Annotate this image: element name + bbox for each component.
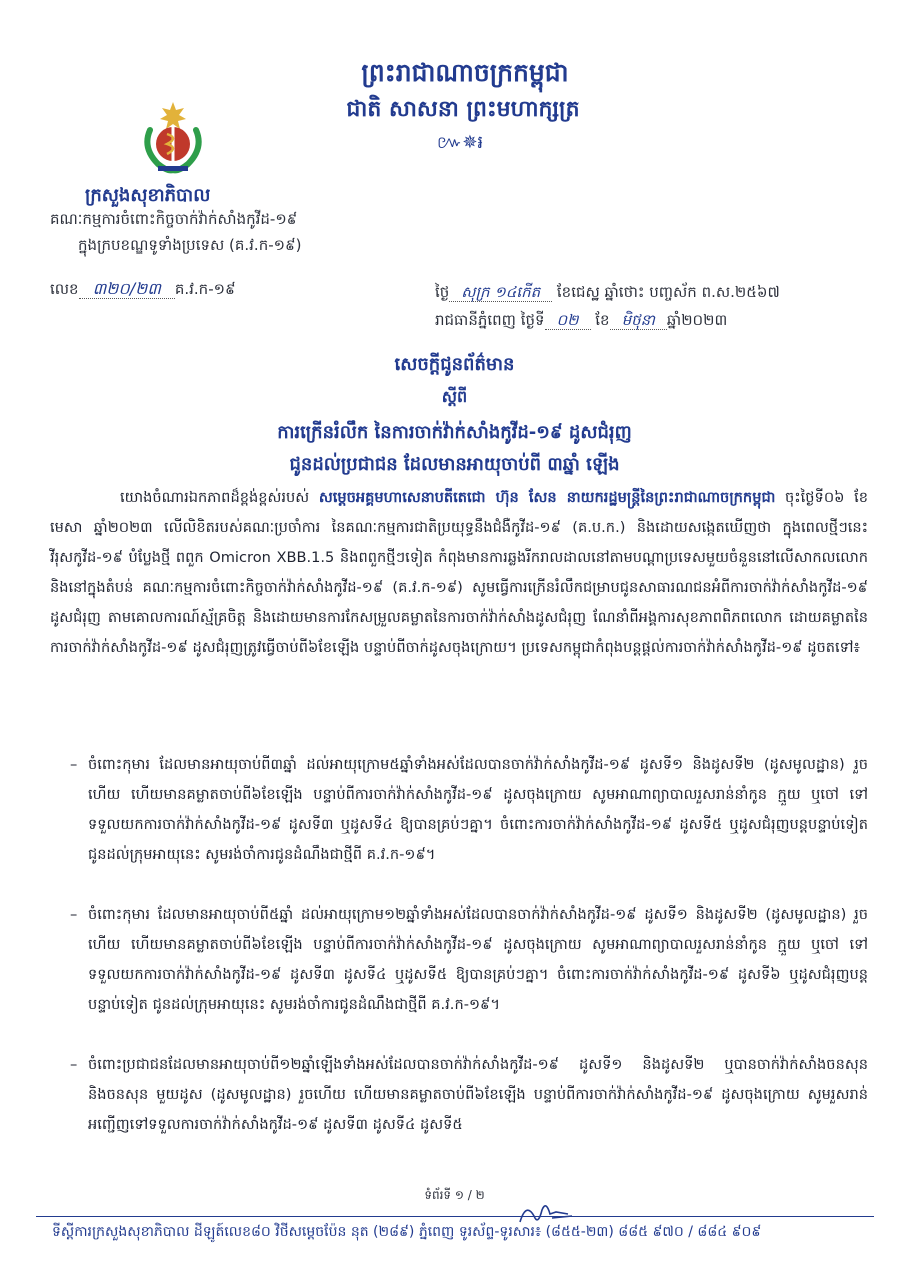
intro-paragraph xyxy=(50,483,868,663)
title-about: ស្តីពី xyxy=(441,387,468,406)
national-motto: ជាតិ សាសនា ព្រះមហាក្សត្រ xyxy=(346,97,580,122)
list-item xyxy=(70,1050,868,1140)
month-prefix: ខែ xyxy=(595,311,610,329)
committee-name-line2: ក្នុងក្របខណ្ឌទូទាំងប្រទេស (គ.វ.ក-១៩) xyxy=(78,236,302,254)
bullet-dash: – xyxy=(70,1056,78,1073)
footer-address: ទីស្តីការក្រសួងសុខាភិបាល ដីឡូត៍លេខ៨០ វិថីសម្តេចប៉ែន នុត (២៨៩) ភ្នំពេញ ទូរស័ព្ទ-ទូរសារ៖ (៨៥៥-២៣) ៨៨៥ ៩៧០ / ៨៨៤ ៩០៩ xyxy=(52,1224,762,1240)
lunar-date-rest: ខែជេស្ឋ ឆ្នាំថោះ បញ្ចស័ក ព.ស.២៥៦៧ xyxy=(556,283,780,301)
issue-month: មិថុនា xyxy=(610,311,667,330)
committee-name-line1: គណៈកម្មការចំពោះកិច្ចចាក់វ៉ាក់សាំងកូវីដ-១៩ xyxy=(50,210,298,228)
ornament-divider: ៚✵៛ xyxy=(436,132,484,153)
title-subject-line1: ការក្រើនរំលឹក នៃការចាក់វ៉ាក់សាំងកូវីដ-១៩ ដូសជំរុញ xyxy=(277,422,632,443)
reference-label: លេខ xyxy=(50,280,79,298)
reference-number xyxy=(50,278,236,302)
title-subject-line2: ជូនដល់ប្រជាជន ដែលមានអាយុចាប់ពី ៣ឆ្នាំ ឡើង xyxy=(289,454,620,475)
lunar-date-prefix: ថ្ងៃ xyxy=(435,283,450,301)
list-item-text: ចំពោះប្រជាជនដែលមានអាយុចាប់ពី១២ឆ្នាំឡើងទាំងអស់ដែលបានចាក់វ៉ាក់សាំងកូវីដ-១៩ ដូសទី១ និងដូសទី២ ឬបានចាក់វ៉ាក់សាំងចនសុន និងចនសុន មួយដូស (ដូសមូលដ្ឋាន) រួចហើយ ហើយមានគម្លាតចាប់ពី៦ខែឡើង បន្ទាប់ពីការចាក់វ៉ាក់សាំងកូវីដ-១៩ ដូសចុងក្រោយ សូមរួសរាន់អញ្ជើញទៅទទួលការចាក់វ៉ាក់សាំងកូវីដ-១៩ ដូសទី៣ ដូសទី៤ ដូសទី៥ xyxy=(88,1056,868,1133)
list-item-text: ចំពោះកុមារ ដែលមានអាយុចាប់ពី៥ឆ្នាំ ដល់អាយុក្រោម១២ឆ្នាំទាំងអស់ដែលបានចាក់វ៉ាក់សាំងកូវីដ-១៩ ដូសទី១ និងដូសទី២ (ដូសមូលដ្ឋាន) រួចហើយ ហើយមានគម្លាតចាប់ពី៦ខែឡើង បន្ទាប់ពីការចាក់វ៉ាក់សាំងកូវីដ-១៩ ដូសចុងក្រោយ សូមអាណាព្យាបាលរួសរាន់នាំកូន ក្មួយ ឬចៅ ទៅទទួលយកការចាក់វ៉ាក់សាំងកូវីដ-១៩ ដូសទី៣ ដូសទី៤ ឬដូសទី៥ ឱ្យបានគ្រប់ៗគ្នា។ ចំពោះការចាក់វ៉ាក់សាំងកូវីដ-១៩ ដូសទី៦ ឬដូសជំរុញបន្តបន្ទាប់ទៀត ជូនដល់ក្រុមអាយុនេះ សូមរង់ចាំការជូនដំណឹងជាថ្មីពី គ.វ.ក-១៩។ xyxy=(88,906,868,1013)
ministry-name: ក្រសួងសុខាភិបាល xyxy=(85,185,211,206)
intro-bold-name: សម្តេចអគ្គមហាសេនាបតីតេជោ ហ៊ុន សែន នាយករដ្ឋមន្ត្រីនៃព្រះរាជាណាចក្រកម្ពុជា xyxy=(318,489,776,506)
intro-lead: យោងចំណារឯកភាពដ៏ខ្ពង់ខ្ពស់របស់ xyxy=(120,489,310,506)
issue-year: ឆ្នាំ២០២៣ xyxy=(666,311,728,329)
document-title: សេចក្តីជូនព័ត៌មាន xyxy=(394,354,515,375)
list-item-text: ចំពោះកុមារ ដែលមានអាយុចាប់ពី៣ឆ្នាំ ដល់អាយុក្រោម៥ឆ្នាំទាំងអស់ដែលបានចាក់វ៉ាក់សាំងកូវីដ-១៩ ដូសទី១ និងដូសទី២ (ដូសមូលដ្ឋាន) រួចហើយ ហើយមានគម្លាតចាប់ពី៦ខែឡើង បន្ទាប់ពីការចាក់វ៉ាក់សាំងកូវីដ-១៩ ដូសចុងក្រោយ សូមអាណាព្យាបាលរួសរាន់នាំកូន ក្មួយ ឬចៅ ទៅទទួលយកការចាក់វ៉ាក់សាំងកូវីដ-១៩ ដូសទី៣ ឬដូសទី៤ ឱ្យបានគ្រប់ៗគ្នា។ ចំពោះការចាក់វ៉ាក់សាំងកូវីដ-១៩ ដូសទី៥ ឬដូសជំរុញបន្តបន្ទាប់ទៀត ជូនដល់ក្រុមអាយុនេះ សូមរង់ចាំការជូនដំណឹងជាថ្មីពី គ.វ.ក-១៩។ xyxy=(88,756,868,863)
issue-date xyxy=(435,311,727,333)
bullet-dash: – xyxy=(70,756,78,773)
page-number: ទំព័រទី ១ / ២ xyxy=(424,1188,485,1202)
intro-body: ចុះថ្ងៃទី០៦ ខែមេសា ឆ្នាំ២០២៣ លើលិខិតរបស់គណៈប្រចាំការ នៃគណៈកម្មការជាតិប្រយុទ្ធនឹងជំងឺកូវីដ-១៩ (គ.ប.ក.) និងដោយសង្កេតឃើញថា ក្នុងពេលថ្មីៗនេះ វីរុសកូវីដ-១៩ បំប្លែងថ្មី ពពួក Omicron XBB.1.5 និងពពួកថ្មីៗទៀត កំពុងមានការឆ្លងរីករាលដាលនៅតាមបណ្តាប្រទេសមួយចំនួននៅលើសាកលលោក និងនៅក្នុងតំបន់ គណៈកម្មការចំពោះកិច្ចចាក់វ៉ាក់សាំងកូវីដ-១៩ (គ.វ.ក-១៩) សូមធ្វើការក្រើនរំលឹកជម្រាបជូនសាធារណជនអំពីការចាក់វ៉ាក់សាំងកូវីដ-១៩ ដូសជំរុញ តាមគោលការណ៍ស្ម័គ្រចិត្ត និងដោយមានការកែសម្រួលគម្លាតនៃការចាក់វ៉ាក់សាំងដូសជំរុញ ណែនាំពីអង្គការសុខភាពពិភពលោក ដោយគម្លាតនៃការចាក់វ៉ាក់សាំងកូវីដ-១៩ ដូសជំរុញត្រូវធ្វើចាប់ពី៦ខែឡើង បន្ទាប់ពីចាក់ដូសចុងក្រោយ។ ប្រទេសកម្ពុជាកំពុងបន្តផ្តល់ការចាក់វ៉ាក់សាំងកូវីដ-១៩ ដូចតទៅ៖ xyxy=(50,489,868,656)
reference-value: ៣២០/២៣ xyxy=(79,279,175,299)
bullet-dash: – xyxy=(70,906,78,923)
ministry-logo-icon xyxy=(128,88,218,178)
lunar-day: សុក្រ ១៤កើត xyxy=(449,283,552,302)
footer-divider xyxy=(36,1216,874,1217)
lunar-date xyxy=(435,283,780,305)
list-item xyxy=(70,750,868,870)
list-item xyxy=(70,900,868,1020)
issue-day: ០២ xyxy=(545,311,591,330)
reference-suffix: គ.វ.ក-១៩ xyxy=(174,280,236,298)
kingdom-heading: ព្រះរាជាណាចក្រកម្ពុជា xyxy=(361,58,569,87)
place-prefix: រាជធានីភ្នំពេញ ថ្ងៃទី xyxy=(435,311,545,329)
